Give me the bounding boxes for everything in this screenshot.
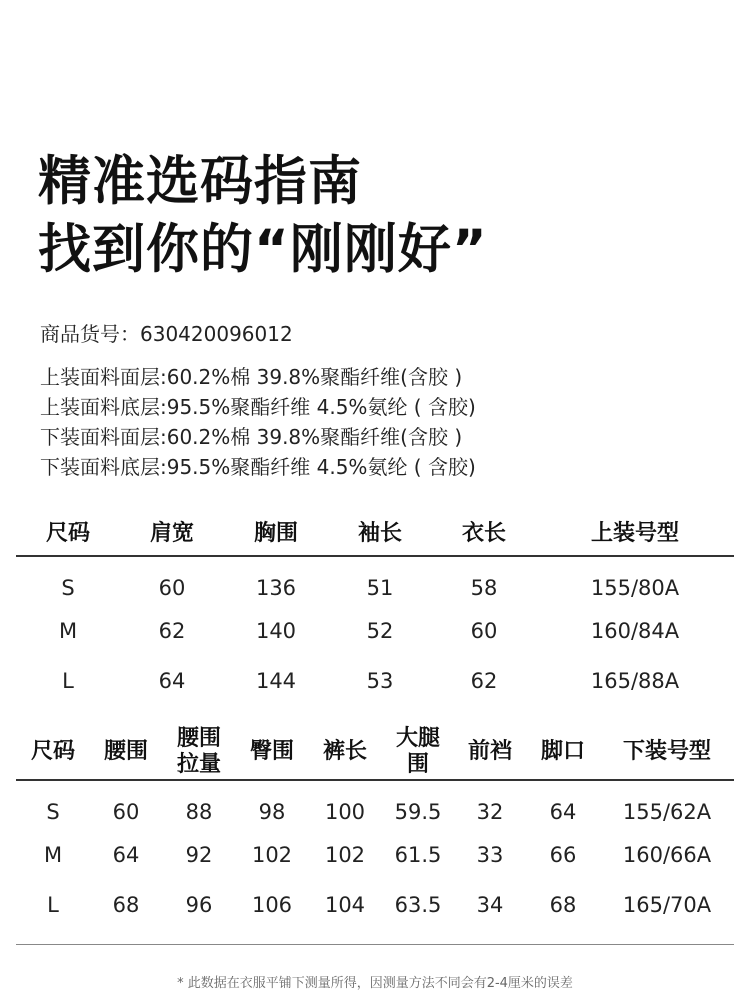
table-cell: 165/70A	[622, 893, 712, 917]
table-cell: L	[47, 893, 59, 917]
table-cell: 160/84A	[590, 619, 680, 643]
table-row	[16, 556, 734, 606]
table-cell: 33	[476, 843, 504, 867]
table-cell: 98	[258, 799, 286, 824]
table-cell: 88	[185, 799, 213, 824]
table-cell: 59.5	[394, 799, 442, 824]
header-bottom-fit: 下装号型	[600, 724, 734, 780]
table-row	[16, 606, 734, 656]
table-cell: 53	[366, 669, 394, 693]
table-cell: 64	[112, 843, 140, 867]
table-cell: 68	[112, 893, 140, 917]
table-cell: 100	[324, 799, 366, 824]
header-sleeve: 袖长	[328, 508, 432, 556]
fabric-line: 下装面料底层:95.5%聚酯纤维 4.5%氨纶 ( 含胶)	[40, 455, 476, 479]
table-cell: 96	[185, 893, 213, 917]
header-size: 尺码	[16, 724, 90, 780]
header-size: 尺码	[16, 508, 120, 556]
table-cell: 160/66A	[622, 843, 712, 867]
footnote: * 此数据在衣服平铺下测量所得，因测量方法不同会有2-4厘米的误差	[177, 976, 573, 991]
table-cell: 104	[324, 893, 366, 917]
article-number: 商品货号：630420096012	[40, 322, 293, 346]
table-cell: 64	[158, 669, 186, 693]
table-row	[16, 656, 734, 706]
table-cell: 102	[251, 843, 293, 867]
page-title-line1: 精准选码指南	[38, 151, 362, 212]
fabric-composition	[40, 362, 476, 482]
table-cell: 144	[255, 669, 297, 693]
header-thigh: 大腿 围	[382, 724, 454, 780]
header-waist-stretch: 腰围 拉量	[162, 724, 236, 780]
table-row	[16, 780, 734, 830]
table-cell: 68	[549, 893, 577, 917]
fabric-line: 下装面料面层:60.2%棉 39.8%聚酯纤维(含胶 )	[40, 425, 463, 449]
table-cell: 165/88A	[590, 669, 680, 693]
table-header-row	[16, 508, 734, 556]
header-pants-length: 裤长	[308, 724, 382, 780]
table-cell: 32	[476, 799, 504, 824]
table-cell: 140	[255, 619, 297, 643]
table-cell: 52	[366, 619, 394, 643]
header-front-rise: 前裆	[454, 724, 526, 780]
table-cell: 34	[476, 893, 504, 917]
table-cell: M	[58, 619, 78, 643]
table-cell: 60	[470, 619, 498, 643]
header-leg-opening: 脚口	[526, 724, 600, 780]
page-title-line2: 找到你的“刚刚好”	[38, 219, 488, 280]
header-waist: 腰围	[90, 724, 162, 780]
table-cell: S	[61, 575, 75, 600]
table-cell: 58	[470, 575, 498, 600]
table-row	[16, 830, 734, 880]
table-cell: 62	[158, 619, 186, 643]
table-cell: 64	[549, 799, 577, 824]
table-cell: 51	[366, 575, 394, 600]
top-size-table	[16, 508, 734, 706]
table-row	[16, 880, 734, 930]
table-cell: L	[62, 669, 74, 693]
table-cell: 155/62A	[622, 799, 712, 824]
header-shoulder: 肩宽	[120, 508, 224, 556]
table-cell: 92	[185, 843, 213, 867]
table-cell: 63.5	[394, 893, 442, 917]
header-top-fit: 上装号型	[536, 508, 734, 556]
table-cell: 155/80A	[590, 575, 680, 600]
header-chest: 胸围	[224, 508, 328, 556]
header-length: 衣长	[432, 508, 536, 556]
table-cell: S	[46, 799, 60, 824]
table-cell: 62	[470, 669, 498, 693]
table-cell: 60	[112, 799, 140, 824]
table-cell: M	[43, 843, 63, 867]
bottom-size-table	[16, 724, 734, 930]
table-cell: 106	[251, 893, 293, 917]
table-cell: 136	[255, 575, 297, 600]
table-cell: 66	[549, 843, 577, 867]
fabric-line: 上装面料底层:95.5%聚酯纤维 4.5%氨纶 ( 含胶)	[40, 395, 476, 419]
table-cell: 61.5	[394, 843, 442, 867]
table-header-row	[16, 724, 734, 780]
divider	[16, 944, 734, 945]
fabric-line: 上装面料面层:60.2%棉 39.8%聚酯纤维(含胶 )	[40, 365, 463, 389]
table-cell: 60	[158, 575, 186, 600]
header-hip: 臀围	[236, 724, 308, 780]
table-cell: 102	[324, 843, 366, 867]
